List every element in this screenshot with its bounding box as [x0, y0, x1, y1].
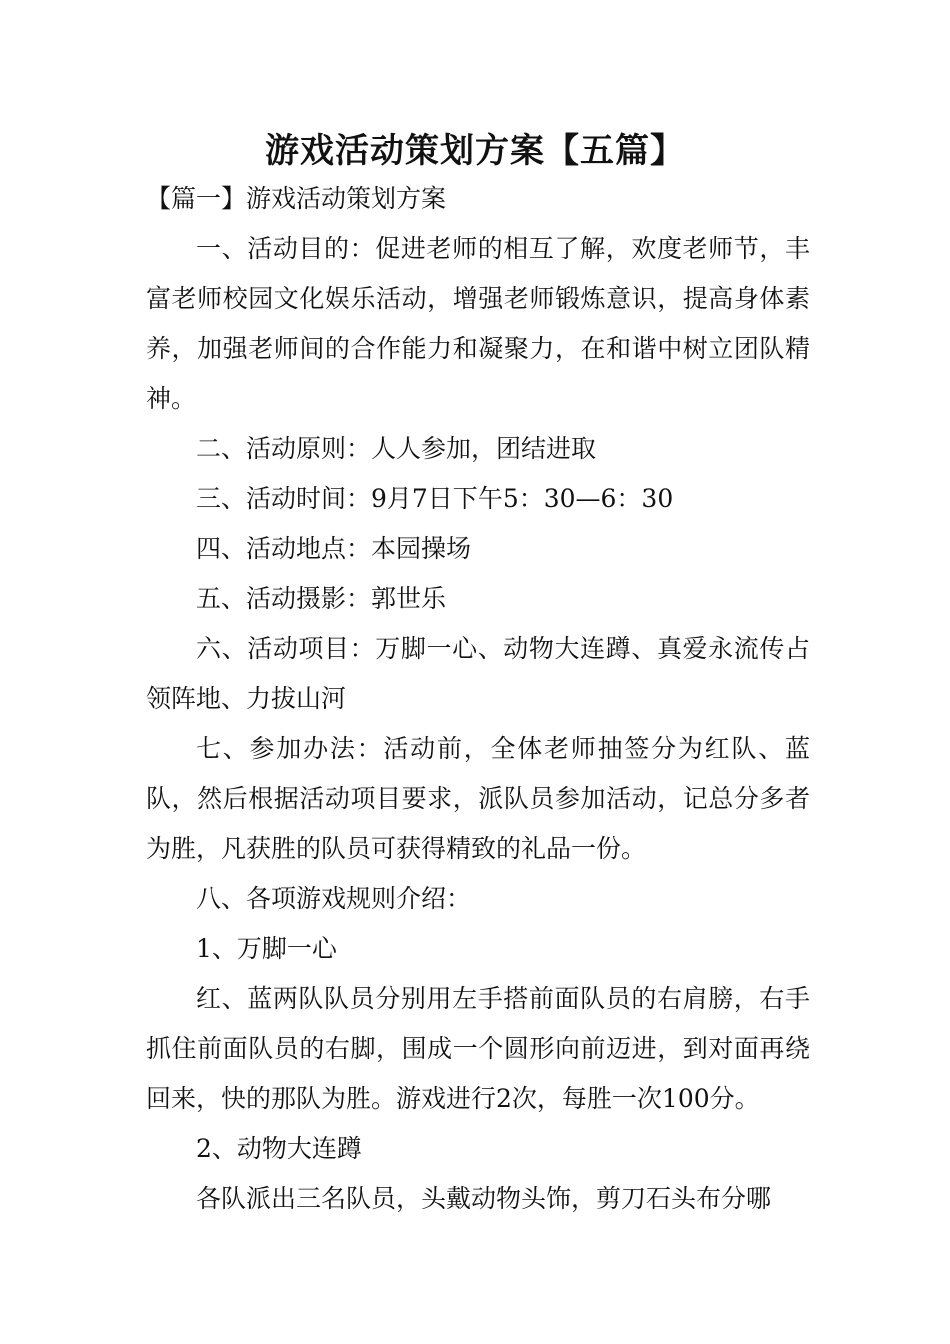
- paragraph-game-2-title: 2、动物大连蹲: [196, 1134, 362, 1163]
- paragraph-location: 四、活动地点：本园操场: [196, 534, 472, 563]
- paragraph-photography: 五、活动摄影：郭世乐: [196, 584, 447, 613]
- paragraph-rules-intro: 八、各项游戏规则介绍：: [196, 884, 472, 913]
- paragraph-purpose: 一、活动目的：促进老师的相互了解，欢度老师节，丰富老师校园文化娱乐活动，增强老师锻炼意识，提高身体素养，加强老师间的合作能力和凝聚力，在和谐中树立团队精神。: [146, 234, 810, 413]
- paragraph-items: 六、活动项目：万脚一心、动物大连蹲、真爱永流传占领阵地、力拔山河: [146, 634, 810, 713]
- paragraph-time: 三、活动时间：9月7日下午5：30—6：30: [196, 484, 674, 513]
- section-heading: 【篇一】游戏活动策划方案: [146, 184, 447, 213]
- paragraph-game-2-rules: 各队派出三名队员，头戴动物头饰，剪刀石头布分哪: [196, 1184, 772, 1213]
- paragraph-principle: 二、活动原则：人人参加，团结进取: [196, 434, 597, 463]
- paragraph-game-1-title: 1、万脚一心: [196, 934, 337, 963]
- document-body: [146, 224, 810, 1224]
- document-title: 游戏活动策划方案【五篇】: [265, 131, 685, 171]
- paragraph-method: 七、参加办法：活动前，全体老师抽签分为红队、蓝队，然后根据活动项目要求，派队员参加活动，记总分多者为胜，凡获胜的队员可获得精致的礼品一份。: [146, 734, 810, 863]
- paragraph-game-1-rules: 红、蓝两队队员分别用左手搭前面队员的右肩膀，右手抓住前面队员的右脚，围成一个圆形向前迈进，到对面再绕回来，快的那队为胜。游戏进行2次，每胜一次100分。: [146, 984, 810, 1113]
